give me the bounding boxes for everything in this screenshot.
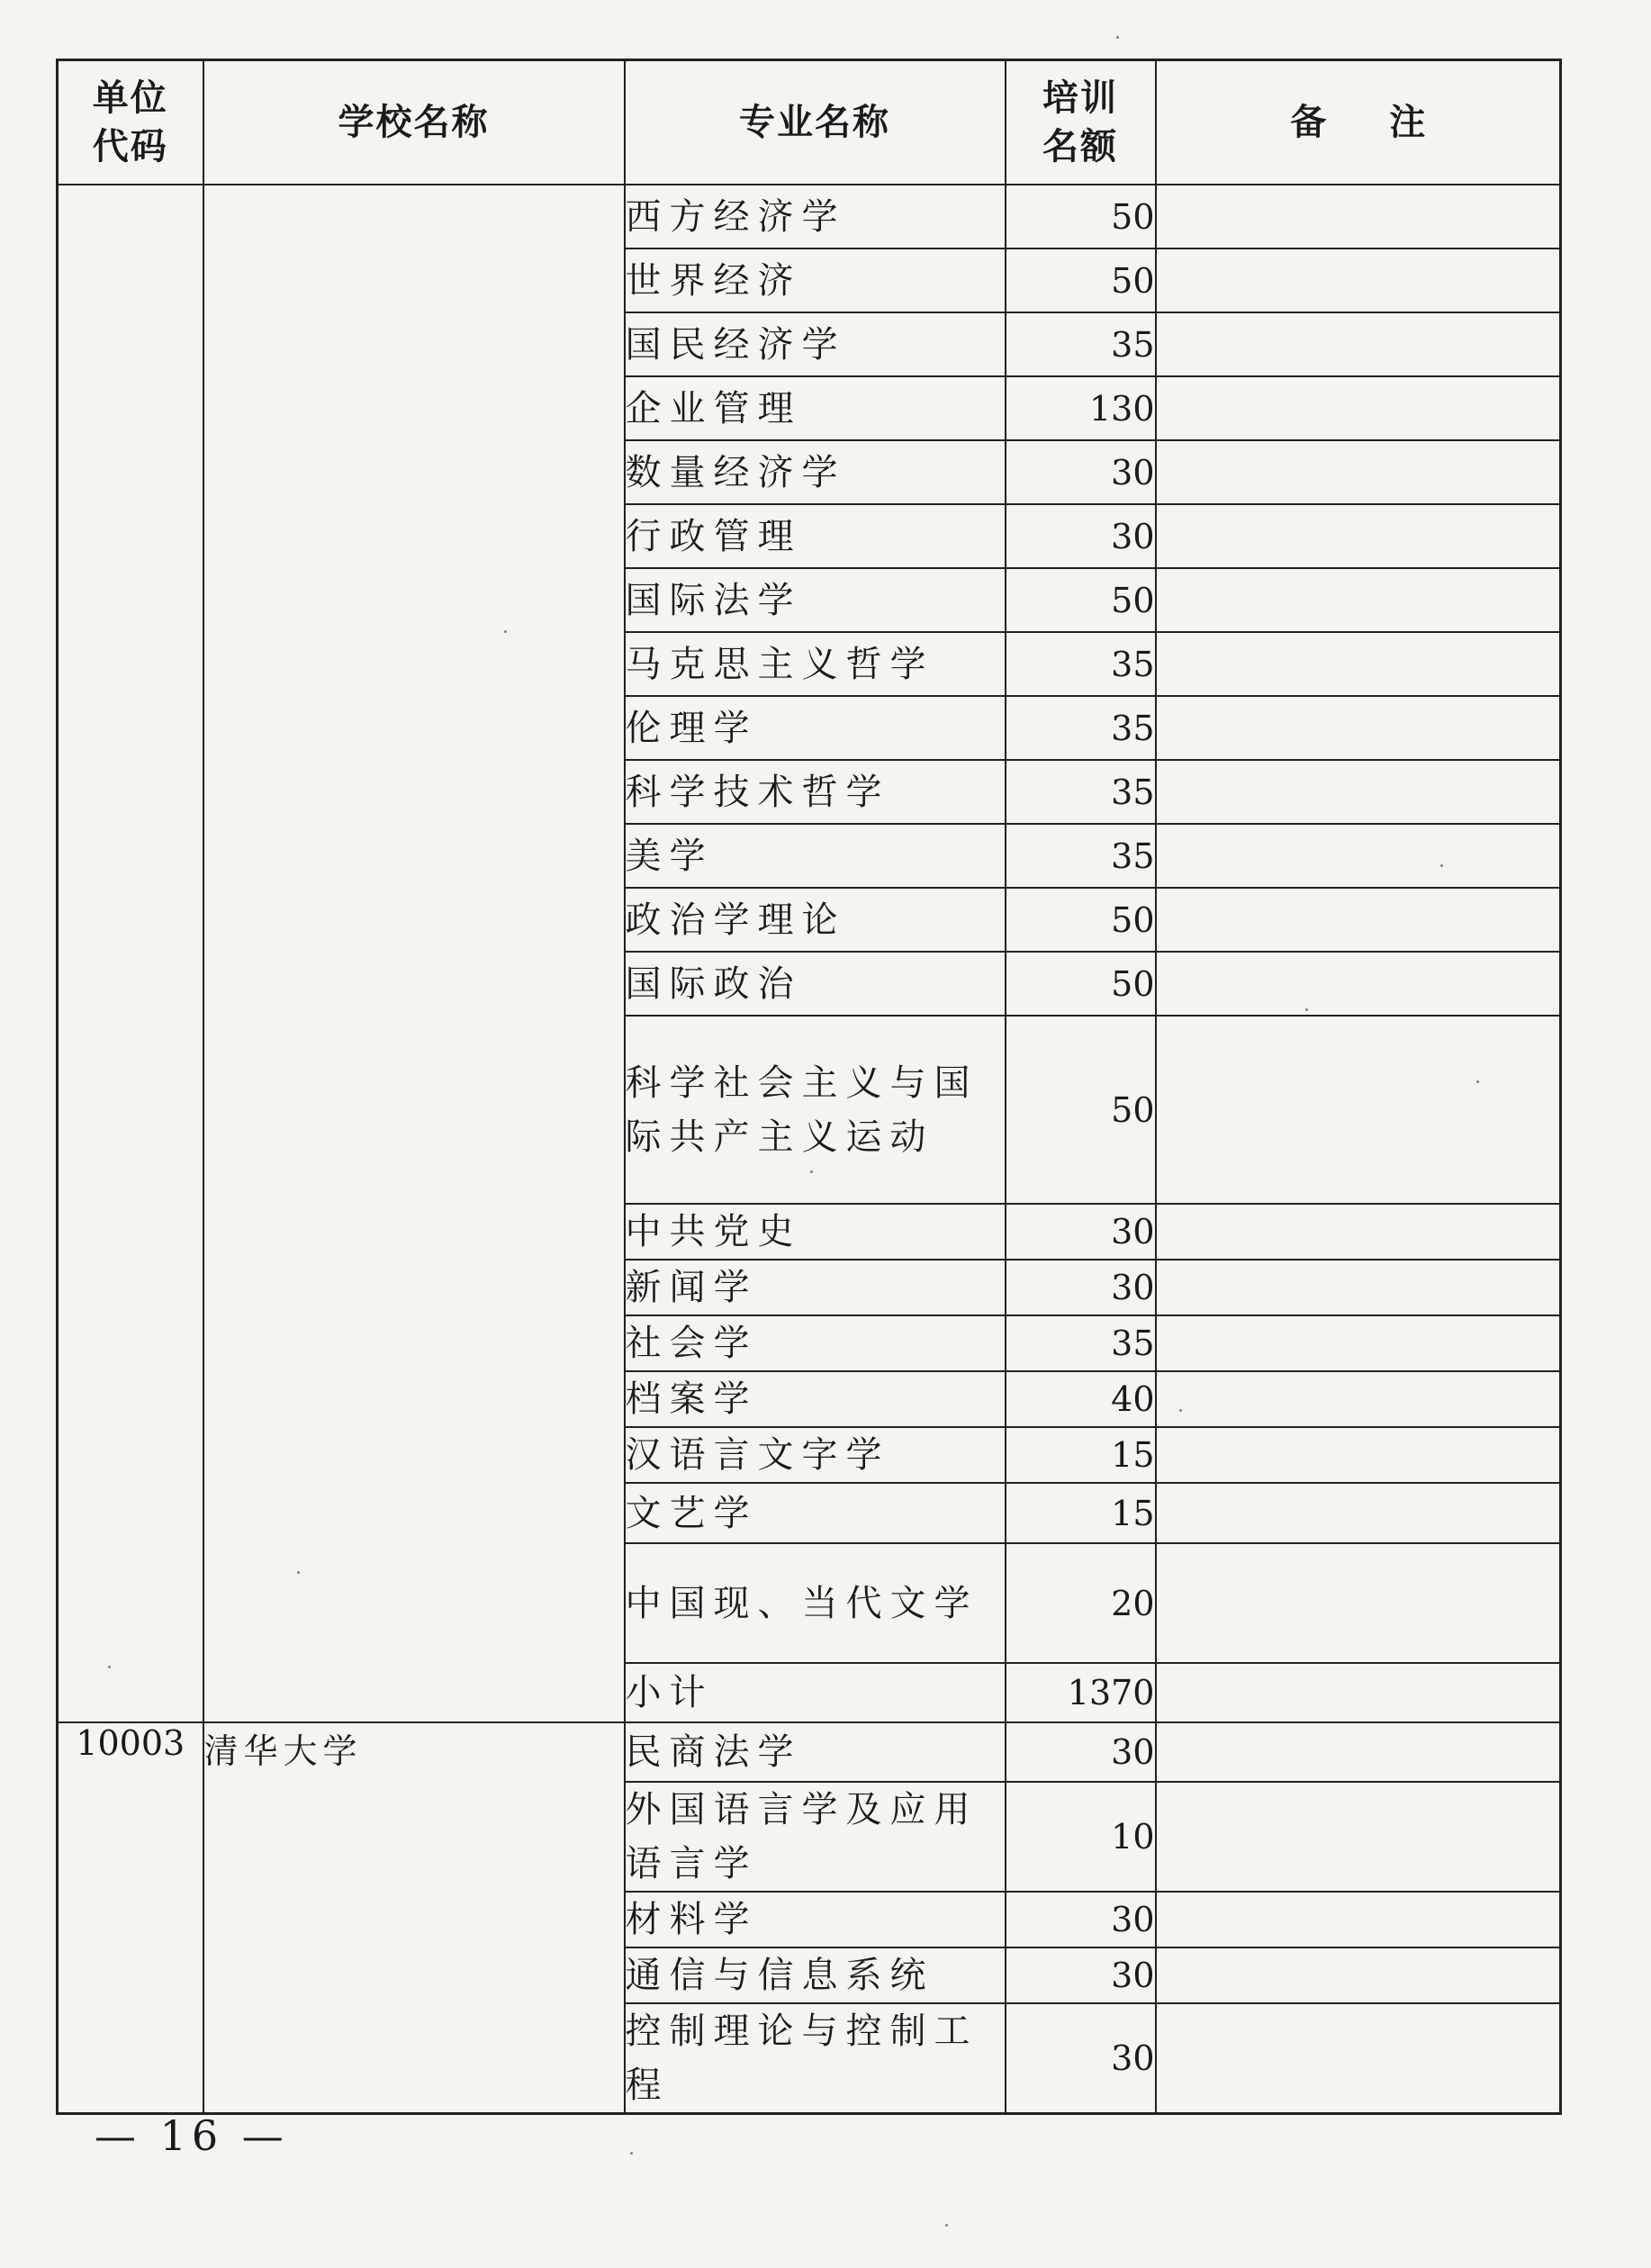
table-body (58, 185, 1561, 2114)
major-name-cell: 档案学 (625, 1371, 1006, 1427)
major-name-cell: 民商法学 (625, 1722, 1006, 1782)
quota-cell: 10 (1006, 1782, 1156, 1892)
quota-cell: 30 (1006, 440, 1156, 504)
scan-speck (945, 2224, 948, 2227)
remarks-cell (1156, 632, 1561, 696)
remarks-cell (1156, 2003, 1561, 2114)
quota-cell: 30 (1006, 1892, 1156, 1947)
remarks-cell (1156, 696, 1561, 760)
major-name-cell: 国民经济学 (625, 312, 1006, 376)
quota-cell: 30 (1006, 1260, 1156, 1315)
remarks-cell (1156, 1947, 1561, 2003)
quota-cell: 50 (1006, 568, 1156, 632)
scan-speck (1179, 1409, 1182, 1412)
quota-cell: 50 (1006, 185, 1156, 248)
remarks-cell (1156, 1427, 1561, 1483)
major-name-cell: 国际法学 (625, 568, 1006, 632)
header-unit-code-text: 单位 代码 (92, 77, 168, 167)
quota-cell: 1370 (1006, 1663, 1156, 1722)
quota-cell: 30 (1006, 2003, 1156, 2114)
school-name-cell: 清华大学 (203, 1722, 625, 2114)
training-quota-table (56, 59, 1562, 2115)
table-header-row (58, 60, 1561, 185)
major-name-cell: 国际政治 (625, 952, 1006, 1016)
major-name-cell: 行政管理 (625, 504, 1006, 568)
quota-cell: 50 (1006, 888, 1156, 952)
quota-cell: 130 (1006, 376, 1156, 440)
quota-cell: 35 (1006, 824, 1156, 888)
scan-speck (810, 1170, 813, 1173)
quota-cell: 35 (1006, 760, 1156, 824)
quota-cell: 35 (1006, 1315, 1156, 1371)
remarks-cell (1156, 1016, 1561, 1204)
scan-speck (108, 1666, 111, 1668)
major-name-cell: 政治学理论 (625, 888, 1006, 952)
remarks-cell (1156, 185, 1561, 248)
major-name-cell: 小计 (625, 1663, 1006, 1722)
quota-cell: 40 (1006, 1371, 1156, 1427)
quota-cell: 15 (1006, 1483, 1156, 1543)
remarks-cell (1156, 1722, 1561, 1782)
remarks-cell (1156, 1483, 1561, 1543)
major-name-cell: 伦理学 (625, 696, 1006, 760)
major-name-cell: 汉语言文字学 (625, 1427, 1006, 1483)
major-name-cell: 美学 (625, 824, 1006, 888)
quota-cell: 50 (1006, 248, 1156, 312)
scan-speck (1476, 1080, 1479, 1083)
scan-speck (1305, 1008, 1308, 1011)
quota-cell: 30 (1006, 1722, 1156, 1782)
scan-speck (630, 2152, 633, 2155)
header-unit-code (58, 60, 203, 185)
major-name-cell: 科学社会主义与国际共产主义运动 (625, 1016, 1006, 1204)
header-remarks-text: 备注 (1290, 102, 1489, 143)
remarks-cell (1156, 440, 1561, 504)
school-name-cell (203, 185, 625, 1722)
header-quota-text: 培训 名额 (1042, 77, 1118, 167)
remarks-cell (1156, 952, 1561, 1016)
scan-speck (504, 630, 507, 633)
major-name-cell: 材料学 (625, 1892, 1006, 1947)
quota-cell: 35 (1006, 632, 1156, 696)
major-name-cell: 控制理论与控制工程 (625, 2003, 1006, 2114)
major-name-cell: 社会学 (625, 1315, 1006, 1371)
table-row (58, 185, 1561, 248)
remarks-cell (1156, 1260, 1561, 1315)
major-name-cell: 新闻学 (625, 1260, 1006, 1315)
major-name-cell: 科学技术哲学 (625, 760, 1006, 824)
remarks-cell (1156, 1782, 1561, 1892)
quota-cell: 30 (1006, 1947, 1156, 2003)
major-name-cell: 企业管理 (625, 376, 1006, 440)
remarks-cell (1156, 888, 1561, 952)
header-major-name-text: 专业名称 (739, 102, 890, 143)
quota-cell: 30 (1006, 504, 1156, 568)
remarks-cell (1156, 1315, 1561, 1371)
remarks-cell (1156, 1204, 1561, 1260)
major-name-cell: 世界经济 (625, 248, 1006, 312)
scan-speck (1440, 864, 1443, 867)
remarks-cell (1156, 824, 1561, 888)
remarks-cell (1156, 248, 1561, 312)
quota-cell: 35 (1006, 312, 1156, 376)
remarks-cell (1156, 1663, 1561, 1722)
remarks-cell (1156, 1892, 1561, 1947)
quota-cell: 35 (1006, 696, 1156, 760)
table-row (58, 1722, 1561, 1782)
remarks-cell (1156, 312, 1561, 376)
header-quota (1006, 60, 1156, 185)
remarks-cell (1156, 504, 1561, 568)
unit-code-cell (58, 185, 203, 1722)
header-remarks (1156, 60, 1561, 185)
major-name-cell: 通信与信息系统 (625, 1947, 1006, 2003)
quota-cell: 20 (1006, 1543, 1156, 1663)
major-name-cell: 中国现、当代文学 (625, 1543, 1006, 1663)
quota-cell: 50 (1006, 952, 1156, 1016)
remarks-cell (1156, 1543, 1561, 1663)
quota-cell: 15 (1006, 1427, 1156, 1483)
remarks-cell (1156, 376, 1561, 440)
scan-speck (1116, 36, 1119, 39)
remarks-cell (1156, 760, 1561, 824)
page-number: — 16 — (95, 2111, 289, 2160)
header-school-name-text: 学校名称 (338, 102, 490, 143)
header-major-name (625, 60, 1006, 185)
quota-cell: 50 (1006, 1016, 1156, 1204)
major-name-cell: 文艺学 (625, 1483, 1006, 1543)
major-name-cell: 西方经济学 (625, 185, 1006, 248)
scan-speck (297, 1571, 300, 1574)
unit-code-cell: 10003 (58, 1722, 203, 2114)
major-name-cell: 中共党史 (625, 1204, 1006, 1260)
major-name-cell: 外国语言学及应用语言学 (625, 1782, 1006, 1892)
remarks-cell (1156, 568, 1561, 632)
major-name-cell: 数量经济学 (625, 440, 1006, 504)
quota-cell: 30 (1006, 1204, 1156, 1260)
remarks-cell (1156, 1371, 1561, 1427)
major-name-cell: 马克思主义哲学 (625, 632, 1006, 696)
header-school-name (203, 60, 625, 185)
